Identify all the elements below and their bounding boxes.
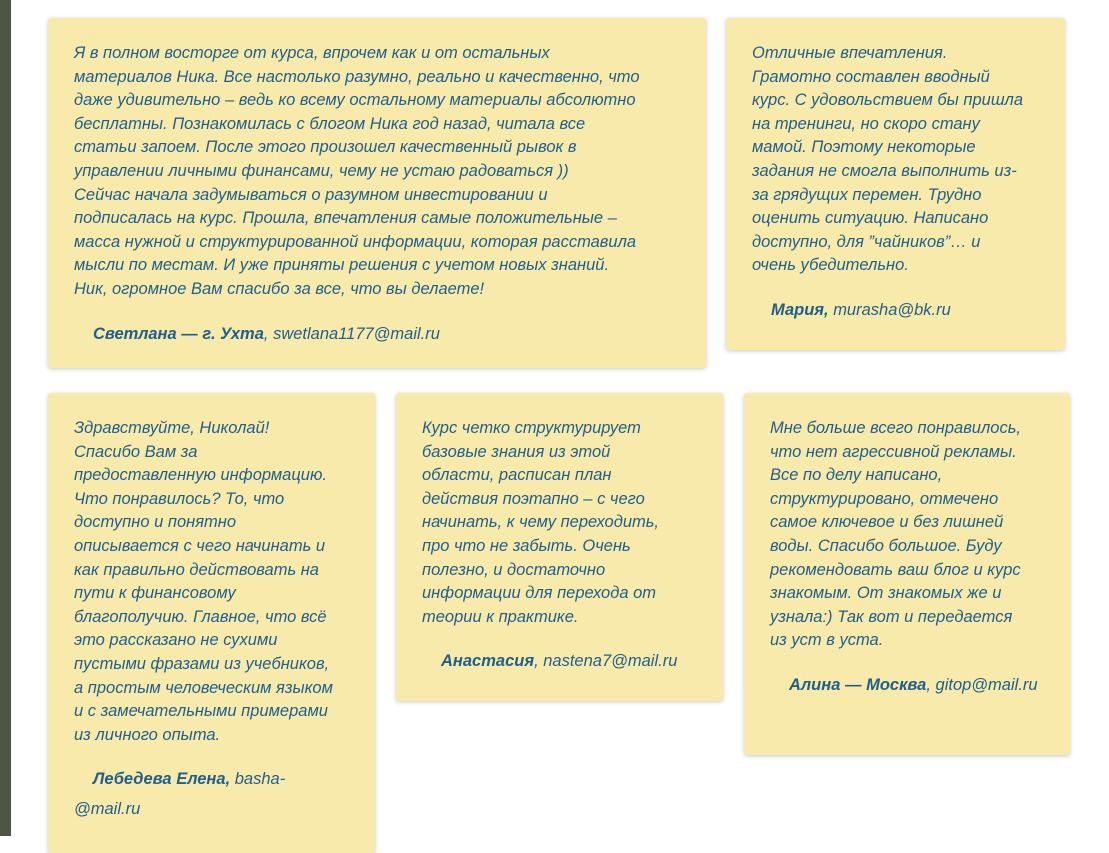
- left-edge-strip: [0, 0, 11, 836]
- testimonial-card: [396, 393, 723, 701]
- testimonial-author: Алина — Москва, gitop@mail.ru: [789, 675, 1038, 694]
- author-email: gitop@mail.ru: [935, 675, 1038, 694]
- author-name: Светлана — г. Ухта: [93, 324, 264, 343]
- testimonial-card: [48, 18, 706, 368]
- testimonial-text: Отличные впечатления. Грамотно составлен вводный курс. С удовольствием бы пришла на тренинги, но скоро стану мамой. Поэтому некоторые задания не смогла выполнить из- за грядущих перемен. Трудно оценить ситуацию. Написано доступно, для ”чайников”… и очень убедительно.: [752, 44, 1024, 275]
- testimonial-card: [48, 393, 375, 853]
- author-name: Лебедева Елена,: [93, 770, 231, 789]
- testimonial-text: Я в полном восторге от курса, впрочем как и от остальных материалов Ника. Все настолько разумно, реально и качественно, что даже удивительно – ведь ко всему остальному материалы абсолютно бесплатны. Познакомилась с блогом Ника год назад, читала все статьи запоем. После этого произошел качественный рывок в управлении личными финансами, чему не устаю радоваться )) Сейчас начала задумываться о разумном инвестировании и подписалась на курс. Прошла, впечатления самые положительные – масса нужной и структурированной информации, которая расставила мысли по местам. И уже приняты решения с учетом новых знаний. Ник, огромное Вам спасибо за все, что вы делаете!: [74, 44, 640, 298]
- testimonial-text: Здравствуйте, Николай! Спасибо Вам за предоставленную информацию. Что понравилось? То, что доступно и понятно описывается с чего начинать и как правильно действовать на пути к финансовому благополучию. Главное, что всё это рассказано не сухими пустыми фразами из учебников, а простым человеческим языком и с замечательными примерами из личного опыта.: [74, 419, 333, 744]
- testimonial-text: Курс четко структурирует базовые знания из этой области, расписан план действия поэтапно – с чего начинать, к чему переходить, про что не забыть. Очень полезно, и достаточно информации для перехода от теории к практике.: [422, 419, 660, 626]
- testimonial-author: Анастасия, nastena7@mail.ru: [441, 652, 678, 671]
- author-email: murasha@bk.ru: [833, 300, 951, 319]
- author-email: basha-@mail.ru: [74, 770, 286, 819]
- testimonial-author: [752, 295, 1039, 325]
- testimonial-author: [74, 764, 349, 824]
- testimonial-text: Мне больше всего понравилось, что нет агрессивной рекламы. Все по делу написано, структурировано, отмечено самое ключевое и без лишней воды. Спасибо большое. Буду рекомендовать ваш блог и курс знакомым. От знакомых же и узнала:) Так вот и передается из уст в уста.: [770, 419, 1021, 650]
- author-email: nastena7@mail.ru: [543, 652, 678, 671]
- testimonial-card: [744, 393, 1070, 755]
- testimonial-author: Светлана — г. Ухта, swetlana1177@mail.ru: [93, 324, 440, 343]
- author-name: Анастасия: [441, 652, 535, 671]
- author-email: swetlana1177@mail.ru: [273, 324, 440, 343]
- author-name: Мария,: [771, 300, 829, 319]
- author-name: Алина — Москва: [789, 675, 927, 694]
- testimonial-card: [726, 18, 1065, 350]
